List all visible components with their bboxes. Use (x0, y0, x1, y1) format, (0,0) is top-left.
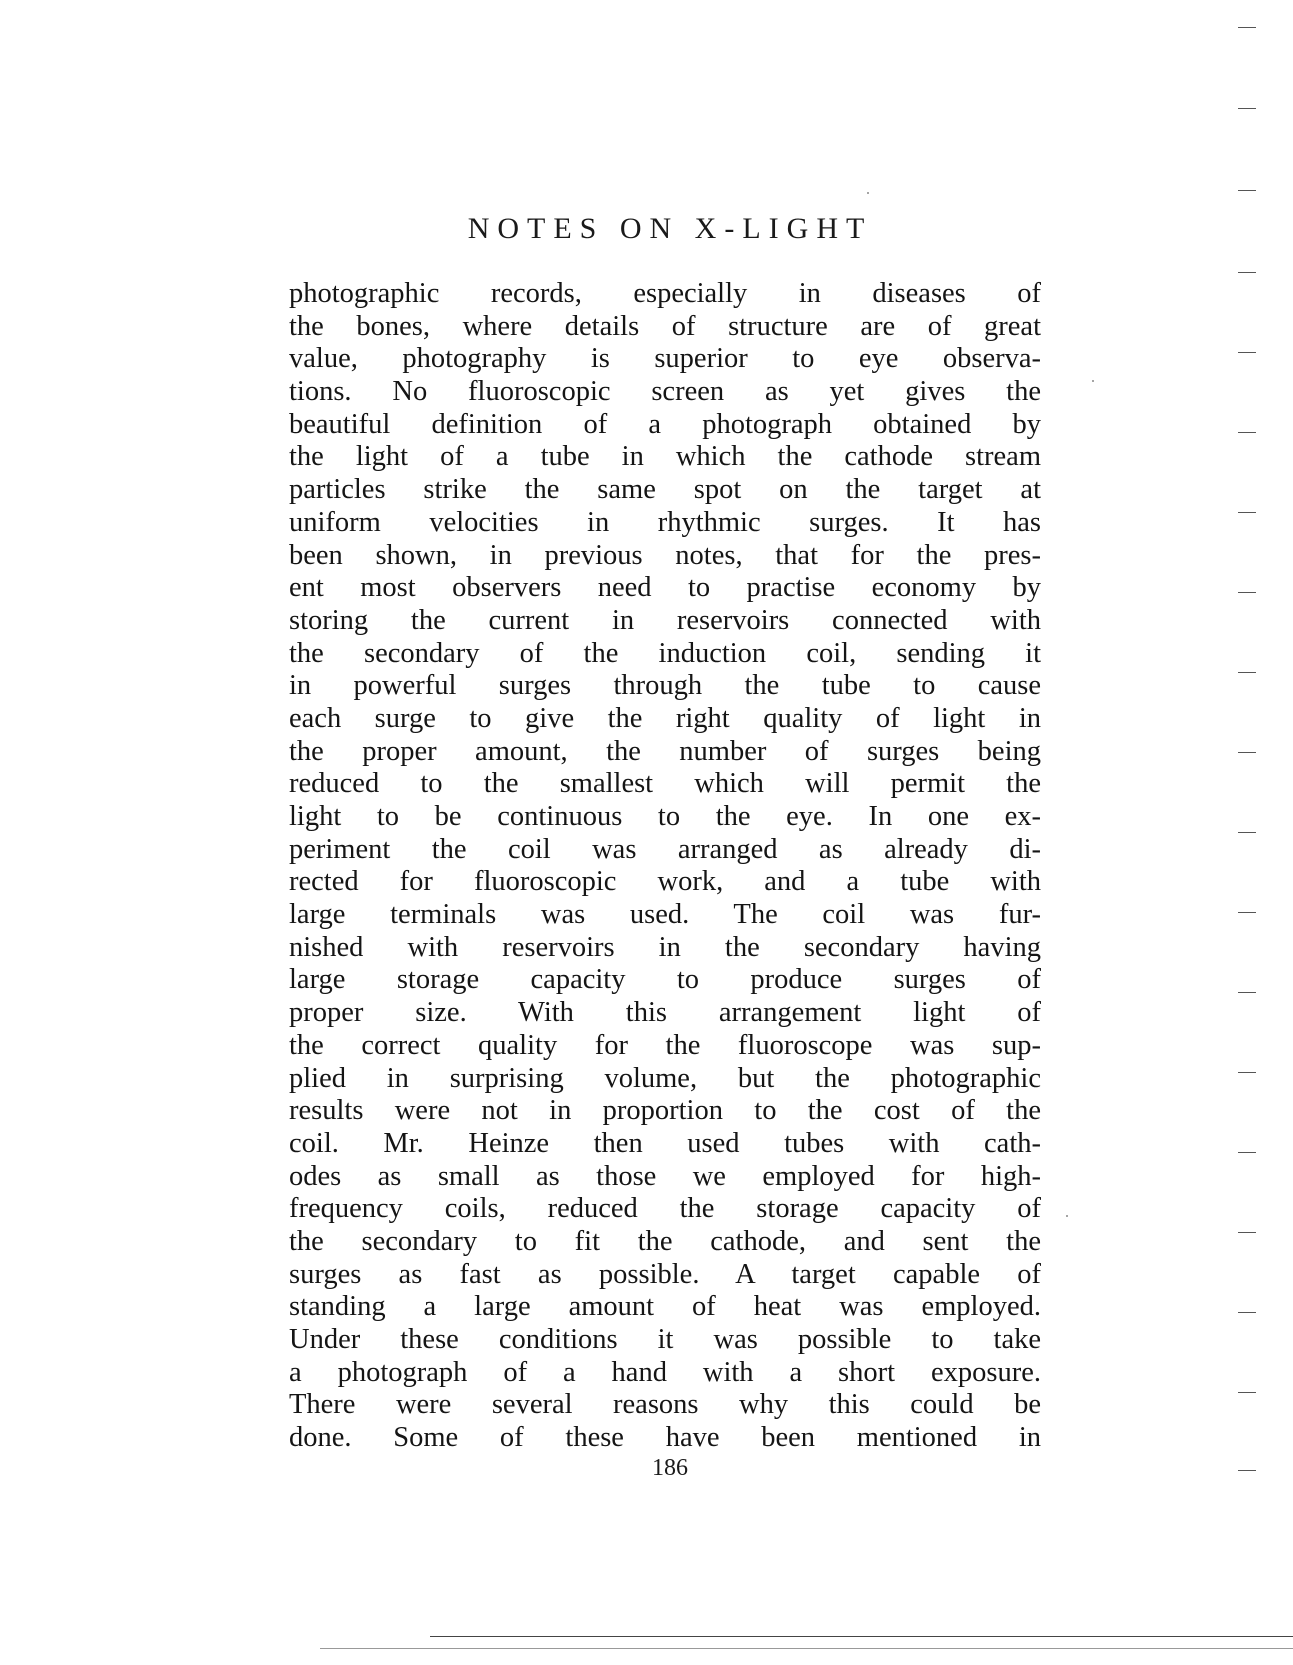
text-line: done. Some of these have been mentioned in (289, 1422, 1041, 1454)
text-line: the light of a tube in which the cathode stream (289, 441, 1041, 473)
running-head: NOTES ON X-LIGHT (467, 212, 873, 245)
text-line: the secondary of the induction coil, sending it (289, 637, 1041, 669)
text-line: in powerful surges through the tube to cause (289, 670, 1041, 702)
scan-edge-mark (1238, 832, 1256, 833)
scan-bottom-edge (430, 1636, 1293, 1637)
text-line: ent most observers need to practise economy by (289, 572, 1041, 604)
text-line: been shown, in previous notes, that for the pres- (289, 539, 1041, 571)
text-line: large terminals was used. The coil was fur- (289, 899, 1041, 931)
scan-edge-mark (1238, 1232, 1256, 1233)
scan-edge-mark (1238, 592, 1256, 593)
scan-edge-mark (1238, 1392, 1256, 1393)
scan-edge-mark (1238, 27, 1256, 28)
text-line: reduced to the smallest which will permit the (289, 768, 1041, 800)
text-line: photographic records, especially in diseases of (289, 278, 1041, 309)
scan-speck (1092, 380, 1094, 382)
body-text (289, 278, 1041, 1455)
text-line: the bones, where details of structure are of great (289, 310, 1041, 342)
text-line: large storage capacity to produce surges of (289, 964, 1041, 996)
scan-edge-mark (1238, 1152, 1256, 1153)
scan-edge-mark (1238, 1470, 1256, 1471)
text-line: the proper amount, the number of surges being (289, 735, 1041, 767)
text-line: There were several reasons why this could be (289, 1389, 1041, 1421)
scan-edge-mark (1238, 1072, 1256, 1073)
scan-edge-mark (1238, 512, 1256, 513)
text-line: a photograph of a hand with a short exposure. (289, 1356, 1041, 1388)
text-line: particles strike the same spot on the target at (289, 474, 1041, 506)
text-line: light to be continuous to the eye. In one ex- (289, 801, 1041, 832)
text-line: tions. No fluoroscopic screen as yet gives the (289, 376, 1041, 408)
page-number: 186 (652, 1455, 688, 1481)
text-line: storing the current in reservoirs connected with (289, 604, 1041, 636)
text-line: the correct quality for the fluoroscope was sup- (289, 1029, 1041, 1061)
text-line: odes as small as those we employed for high- (289, 1160, 1041, 1192)
scan-speck (867, 192, 869, 194)
text-line: value, photography is superior to eye observa- (289, 343, 1041, 375)
text-line: each surge to give the right quality of light in (289, 702, 1041, 734)
text-line: Under these conditions it was possible to take (289, 1324, 1041, 1355)
scan-edge-mark (1238, 190, 1256, 191)
text-line: periment the coil was arranged as already di- (289, 833, 1041, 865)
text-line: beautiful definition of a photograph obtained by (289, 408, 1041, 440)
text-line: surges as fast as possible. A target capable of (289, 1258, 1041, 1290)
scan-edge-mark (1238, 672, 1256, 673)
scan-edge-mark (1238, 352, 1256, 353)
text-line: the secondary to fit the cathode, and sent the (289, 1225, 1041, 1257)
scan-edge-mark (1238, 992, 1256, 993)
scan-speck (1066, 1215, 1068, 1217)
text-line: rected for fluoroscopic work, and a tube with (289, 866, 1041, 898)
text-line: proper size. With this arrangement light of (289, 997, 1041, 1029)
text-line: coil. Mr. Heinze then used tubes with cath- (289, 1127, 1041, 1159)
scan-edge-mark (1238, 432, 1256, 433)
scan-edge-mark (1238, 272, 1256, 273)
text-line: plied in surprising volume, but the photographic (289, 1062, 1041, 1094)
text-line: standing a large amount of heat was employed. (289, 1291, 1041, 1323)
text-line: results were not in proportion to the cost of the (289, 1095, 1041, 1127)
scan-edge-mark (1238, 912, 1256, 913)
scan-edge-mark (1238, 752, 1256, 753)
scan-edge-mark (1238, 108, 1256, 109)
text-line: frequency coils, reduced the storage capacity of (289, 1193, 1041, 1225)
text-line: uniform velocities in rhythmic surges. It has (289, 506, 1041, 538)
scan-edge-mark (1238, 1312, 1256, 1313)
scan-bottom-edge-faint (320, 1648, 1293, 1649)
text-line: nished with reservoirs in the secondary having (289, 931, 1041, 963)
